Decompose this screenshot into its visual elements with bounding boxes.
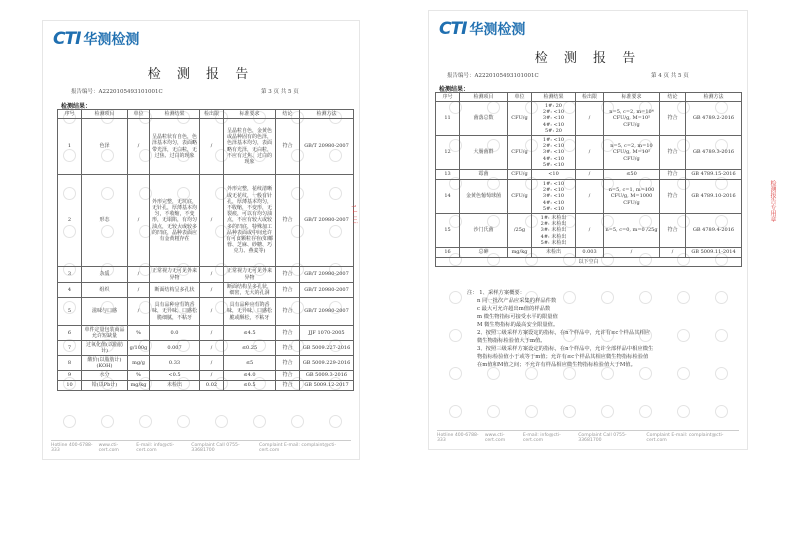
table-cell: 符合 [276, 119, 300, 175]
column-header: 检测结果 [532, 93, 576, 102]
column-header: 单位 [508, 93, 532, 102]
column-header: 检出限 [576, 93, 604, 102]
table-cell: 菌落总数 [460, 102, 508, 136]
table-cell: 16 [436, 248, 460, 258]
table-cell: 符合 [660, 180, 686, 214]
report-number: 报告编号：A2220105493101001C [71, 89, 163, 95]
watermark-seal-icon [291, 415, 304, 428]
table-cell: mg/g [128, 356, 150, 371]
table-cell: / [200, 356, 224, 371]
table-row [436, 258, 742, 267]
table-cell: 11 [436, 102, 460, 136]
table-cell: GB 5009.3-2016 [300, 371, 354, 381]
watermark-seal-icon [677, 291, 690, 304]
table-cell: 符合 [660, 136, 686, 170]
table-cell: 2 [58, 175, 82, 267]
table-cell: GB 4789.10-2016 [686, 180, 742, 214]
logo-chinese: 华测检测 [469, 22, 526, 38]
column-header: 检出限 [200, 110, 224, 119]
watermark-seal-icon [715, 367, 728, 380]
column-header: 结论 [276, 110, 300, 119]
table-cell: n=5, c=1, m=100 CFU/g, M=1000 CFU/g [604, 180, 660, 214]
table-cell: / [200, 175, 224, 267]
note-line: m 微生物指标可接受水平的限量值 [477, 314, 558, 320]
watermark-seal-icon [139, 415, 152, 428]
table-cell: 4 [58, 283, 82, 298]
table-cell: 13 [436, 170, 460, 180]
table-cell: 8 [58, 356, 82, 371]
table-cell: ≤4.5 [224, 326, 276, 341]
table-cell: 正常视力无可见外来异物 [224, 267, 276, 283]
watermark-seal-icon [177, 415, 190, 428]
table-cell: 霉菌 [460, 170, 508, 180]
logo-latin: CTI [439, 19, 467, 39]
table-cell: 14 [436, 180, 460, 214]
column-header: 序号 [58, 110, 82, 119]
watermark-seal-icon [715, 405, 728, 418]
results-table [57, 109, 354, 391]
note-line: 2、按照二级采样方案设定的指标，在n个样品中，允许有≤c个样品其相应 [477, 330, 651, 336]
table-cell: GB/T 20980-2007 [300, 283, 354, 298]
table-cell: 杂质 [82, 267, 128, 283]
table-cell: 符合 [660, 214, 686, 248]
note-line: 3、按照三级采样方案设定的指标，在n个样品中，允许全部样品中相应微生 [477, 346, 654, 352]
watermark-seal-icon [449, 329, 462, 342]
table-cell: / [128, 283, 150, 298]
table-cell: GB 4789.15-2016 [686, 170, 742, 180]
column-header: 检测项目 [82, 110, 128, 119]
table-cell: 组织 [82, 283, 128, 298]
table-cell: 10 [58, 381, 82, 391]
table-cell: 6 [58, 326, 82, 341]
table-cell: 15 [436, 214, 460, 248]
table-cell: 未检出 [532, 248, 576, 258]
table-cell: 形态 [82, 175, 128, 267]
footer-item: www.cti-cert.com [484, 433, 506, 443]
table-cell: 断面结构呈多孔状 [150, 283, 200, 298]
table-cell: 0.0 [150, 326, 200, 341]
page-title: 检 测 报 告 [147, 67, 255, 82]
table-cell: 0.33 [150, 356, 200, 371]
table-cell: 断面结构呈多孔状，细密，无大的孔洞 [224, 283, 276, 298]
table-cell: ≤4.0 [224, 371, 276, 381]
results-table [435, 92, 742, 267]
table-cell: 外形完整，花纹清晰或无花纹，一般有针孔，厚薄基本均匀，不收缩，不变形，无裂痕，可以有均匀油点，不应有较大或较多的凹底，特殊加工品种表面或中间允许有可食颗粒存在(如椰蓉、芝麻、砂糖、巧克力、燕麦等) [224, 175, 276, 267]
watermark-seal-icon [215, 415, 228, 428]
table-cell: 呈晶粒状有自色，色泽基本均匀，表面略带光泽，无白粒，无过焦、过白的现象 [150, 119, 200, 175]
red-seal-edge: ┐⊥ ∷ ⁞ [351, 205, 358, 224]
table-cell: 过氧化值(以脂肪计) [82, 341, 128, 356]
footer-item: www.cti-cert.com [98, 443, 119, 453]
watermark-seal-icon [487, 405, 500, 418]
note-line: c 最大可允许超出m值的样品数 [477, 306, 551, 312]
table-row [436, 170, 742, 180]
table-cell: 1#: <10 2#: <10 3#: <10 4#: <10 5#: <10 [532, 136, 576, 170]
table-cell: 单件定量包装商品允许短缺量 [82, 326, 128, 341]
page-title: 检 测 报 告 [534, 51, 642, 66]
watermark-seal-icon [677, 329, 690, 342]
table-cell: GB/T 20980-2007 [300, 175, 354, 267]
page-info: 第 3 页 共 5 页 [261, 89, 299, 95]
report-page-4 [428, 10, 748, 450]
table-cell: ≤0.25 [224, 341, 276, 356]
notes-block [467, 289, 653, 369]
red-seal-edge: 检测报告专用章 [769, 180, 776, 222]
note-line: 在m值和M值之间；不允许有样品相应微生物指标检验值大于M值。 [477, 362, 636, 368]
table-cell: 符合 [276, 381, 300, 391]
table-cell: n=5, c=2, m=10⁴ CFU/g, M=10⁵ CFU/g [604, 102, 660, 136]
column-header: 标准要求 [224, 110, 276, 119]
table-cell: / [200, 298, 224, 326]
table-cell: <0.5 [150, 371, 200, 381]
table-cell: GB 5009.12-2017 [300, 381, 354, 391]
footer-item: Complaint Call 0755-33681700 [191, 443, 240, 453]
table-cell: CFU/g [508, 102, 532, 136]
watermark-seal-icon [253, 415, 266, 428]
table-cell: 符合 [276, 298, 300, 326]
cti-logo [53, 29, 139, 49]
table-cell: g/100g [128, 341, 150, 356]
table-cell: 水分 [82, 371, 128, 381]
table-cell: <10 [532, 170, 576, 180]
table-cell: / [200, 371, 224, 381]
table-cell: CFU/g [508, 136, 532, 170]
column-header: 标准要求 [604, 93, 660, 102]
column-header: 单位 [128, 110, 150, 119]
page-footer [51, 440, 351, 453]
end-of-table-marker: 以下空白 [436, 258, 742, 267]
logo-latin: CTI [53, 29, 81, 49]
table-cell: 符合 [660, 102, 686, 136]
table-cell: 3 [58, 267, 82, 283]
table-cell: 0.02 [200, 381, 224, 391]
table-cell: 总砷 [460, 248, 508, 258]
table-cell: 符合 [276, 326, 300, 341]
table-cell: / [576, 180, 604, 214]
table-row [58, 326, 354, 341]
footer-item: Hotline 400-6788-333 [51, 443, 93, 453]
table-header-row [436, 93, 742, 102]
table-cell: / [200, 326, 224, 341]
report-number: 报告编号：A2220105493101001C [447, 73, 539, 79]
table-cell: / [576, 170, 604, 180]
table-cell: / [128, 267, 150, 283]
table-cell: / [128, 119, 150, 175]
table-cell: 7 [58, 341, 82, 356]
column-header: 检测项目 [460, 93, 508, 102]
table-cell: % [128, 371, 150, 381]
column-header: 结论 [660, 93, 686, 102]
table-cell: / [660, 248, 686, 258]
table-cell: 色泽 [82, 119, 128, 175]
table-row [58, 298, 354, 326]
table-cell: 符合 [276, 341, 300, 356]
watermark-seal-icon [715, 291, 728, 304]
table-cell: 大肠菌群 [460, 136, 508, 170]
table-cell: 1 [58, 119, 82, 175]
table-cell: 酸价(以脂肪计)(KOH) [82, 356, 128, 371]
table-row [58, 381, 354, 391]
table-cell: / [200, 119, 224, 175]
table-cell: 1#: 20 2#: <10 3#: <10 4#: <10 5#: 20 [532, 102, 576, 136]
table-header-row [58, 110, 354, 119]
table-cell: ≤5 [224, 356, 276, 371]
table-cell: CFU/g [508, 180, 532, 214]
footer-item: E-mail: info@cti-cert.com [522, 433, 561, 443]
table-cell: 正常视力无可见外来异物 [150, 267, 200, 283]
table-row [436, 180, 742, 214]
watermark-seal-icon [449, 367, 462, 380]
table-cell: n=5, c=2, m=10 CFU/g, M=10² CFU/g [604, 136, 660, 170]
table-cell: 符合 [276, 356, 300, 371]
table-row [58, 267, 354, 283]
table-cell: 5 [58, 298, 82, 326]
table-cell: CFU/g [508, 170, 532, 180]
table-cell: GB 5009.227-2016 [300, 341, 354, 356]
table-cell: 滋味与口感 [82, 298, 128, 326]
table-cell: / [200, 267, 224, 283]
footer-item: Hotline 400-6788-333 [437, 433, 479, 443]
table-cell: 金黄色葡萄球菌 [460, 180, 508, 214]
table-row [58, 371, 354, 381]
table-row [58, 119, 354, 175]
table-row [436, 248, 742, 258]
column-header: 检测方法 [300, 110, 354, 119]
watermark-seal-icon [677, 405, 690, 418]
note-line: M 微生物指标的最高安全限量值。 [477, 322, 559, 328]
watermark-seal-icon [715, 329, 728, 342]
table-cell: 符合 [660, 170, 686, 180]
table-cell: 符合 [276, 175, 300, 267]
table-cell: 0.007 [150, 341, 200, 356]
table-row [58, 283, 354, 298]
table-row [58, 341, 354, 356]
table-cell: GB/T 20980-2007 [300, 267, 354, 283]
watermark-seal-icon [449, 291, 462, 304]
page-info: 第 4 页 共 5 页 [651, 73, 689, 79]
table-cell: 符合 [276, 283, 300, 298]
table-cell: 9 [58, 371, 82, 381]
watermark-seal-icon [601, 405, 614, 418]
section-label: 检测结果： [61, 103, 92, 110]
table-cell: 未检出 [150, 381, 200, 391]
table-cell: GB 5009.229-2016 [300, 356, 354, 371]
table-cell: / [576, 102, 604, 136]
table-cell: / [128, 175, 150, 267]
watermark-seal-icon [677, 367, 690, 380]
table-cell: GB 5009.11-2014 [686, 248, 742, 258]
table-cell: JJF 1070-2005 [300, 326, 354, 341]
table-row [58, 356, 354, 371]
table-cell: ≤0.5 [224, 381, 276, 391]
table-cell: 12 [436, 136, 460, 170]
table-cell: / [128, 298, 150, 326]
table-cell: 符合 [276, 267, 300, 283]
table-cell: / [576, 214, 604, 248]
table-cell: 1#: <10 2#: <10 3#: <10 4#: <10 5#: <10 [532, 180, 576, 214]
table-row [436, 102, 742, 136]
table-cell: 具有品种应有的香味，无异味，口感松脆或酥松，不粘牙 [224, 298, 276, 326]
table-cell: mg/kg [128, 381, 150, 391]
table-cell: 铅(以Pb计) [82, 381, 128, 391]
watermark-seal-icon [525, 405, 538, 418]
footer-item: Complaint E-mail: complaint@cti-cert.com [259, 443, 337, 453]
watermark-seal-icon [101, 415, 114, 428]
table-cell: 1#: 未检出 2#: 未检出 3#: 未检出 4#: 未检出 5#: 未检出 [532, 214, 576, 248]
watermark-seal-icon [639, 405, 652, 418]
column-header: 检测结果 [150, 110, 200, 119]
page-footer [437, 430, 739, 443]
table-cell: 具有品种应有的香味，无异味，口感松脆细腻，不粘牙 [150, 298, 200, 326]
table-row [58, 175, 354, 267]
table-cell: / [200, 341, 224, 356]
table-cell: GB 4789.4-2016 [686, 214, 742, 248]
note-line: 注： 1、采样方案概要： [467, 290, 526, 296]
table-cell: / [604, 248, 660, 258]
table-cell: mg/kg [508, 248, 532, 258]
table-cell: / [576, 136, 604, 170]
footer-item: Complaint E-mail: complaint@cti-cert.com [646, 433, 724, 443]
table-cell: 沙门氏菌 [460, 214, 508, 248]
column-header: 检测方法 [686, 93, 742, 102]
note-line: n 同一批次产品应采集的样品件数 [477, 298, 557, 304]
cti-logo [439, 19, 525, 39]
table-cell: GB 4789.2-2016 [686, 102, 742, 136]
table-row [436, 136, 742, 170]
table-row [436, 214, 742, 248]
watermark-seal-icon [329, 415, 342, 428]
table-cell: 0.003 [576, 248, 604, 258]
footer-item: Complaint Call 0755-33681700 [578, 433, 627, 443]
table-cell: n=5, c=0, m=0 /25g [604, 214, 660, 248]
column-header: 序号 [436, 93, 460, 102]
table-cell: % [128, 326, 150, 341]
table-cell: 呈晶粒自色，金黄色或晶种固有的色泽，色泽基本均匀，表面略有光泽，无白粒，不应有过焦、过白的现象 [224, 119, 276, 175]
logo-chinese: 华测检测 [83, 32, 140, 48]
table-cell: GB/T 20980-2007 [300, 298, 354, 326]
table-cell: GB/T 20980-2007 [300, 119, 354, 175]
table-cell: ≤50 [604, 170, 660, 180]
footer-item: E-mail: info@cti-cert.com [136, 443, 175, 453]
table-cell: GB 4789.3-2016 [686, 136, 742, 170]
report-page-3 [42, 20, 360, 460]
table-cell: 符合 [276, 371, 300, 381]
watermark-seal-icon [563, 405, 576, 418]
watermark-seal-icon [449, 405, 462, 418]
note-line: 微生物指标检验值大于m值。 [477, 338, 546, 344]
table-cell: / [200, 283, 224, 298]
watermark-seal-icon [63, 415, 76, 428]
table-cell: 外形完整，无坑底，无针孔，厚薄基本均匀，不收缩，不变形，无塌陷，有均匀油点，无较大或较多的凹底，晶种表面应有金黄粗存在 [150, 175, 200, 267]
table-cell: /25g [508, 214, 532, 248]
note-line: 物指标检验值小于或等于m值；允许有≤c个样品其相应微生物指标检验值 [477, 354, 649, 360]
section-label: 检测结果： [439, 86, 470, 93]
